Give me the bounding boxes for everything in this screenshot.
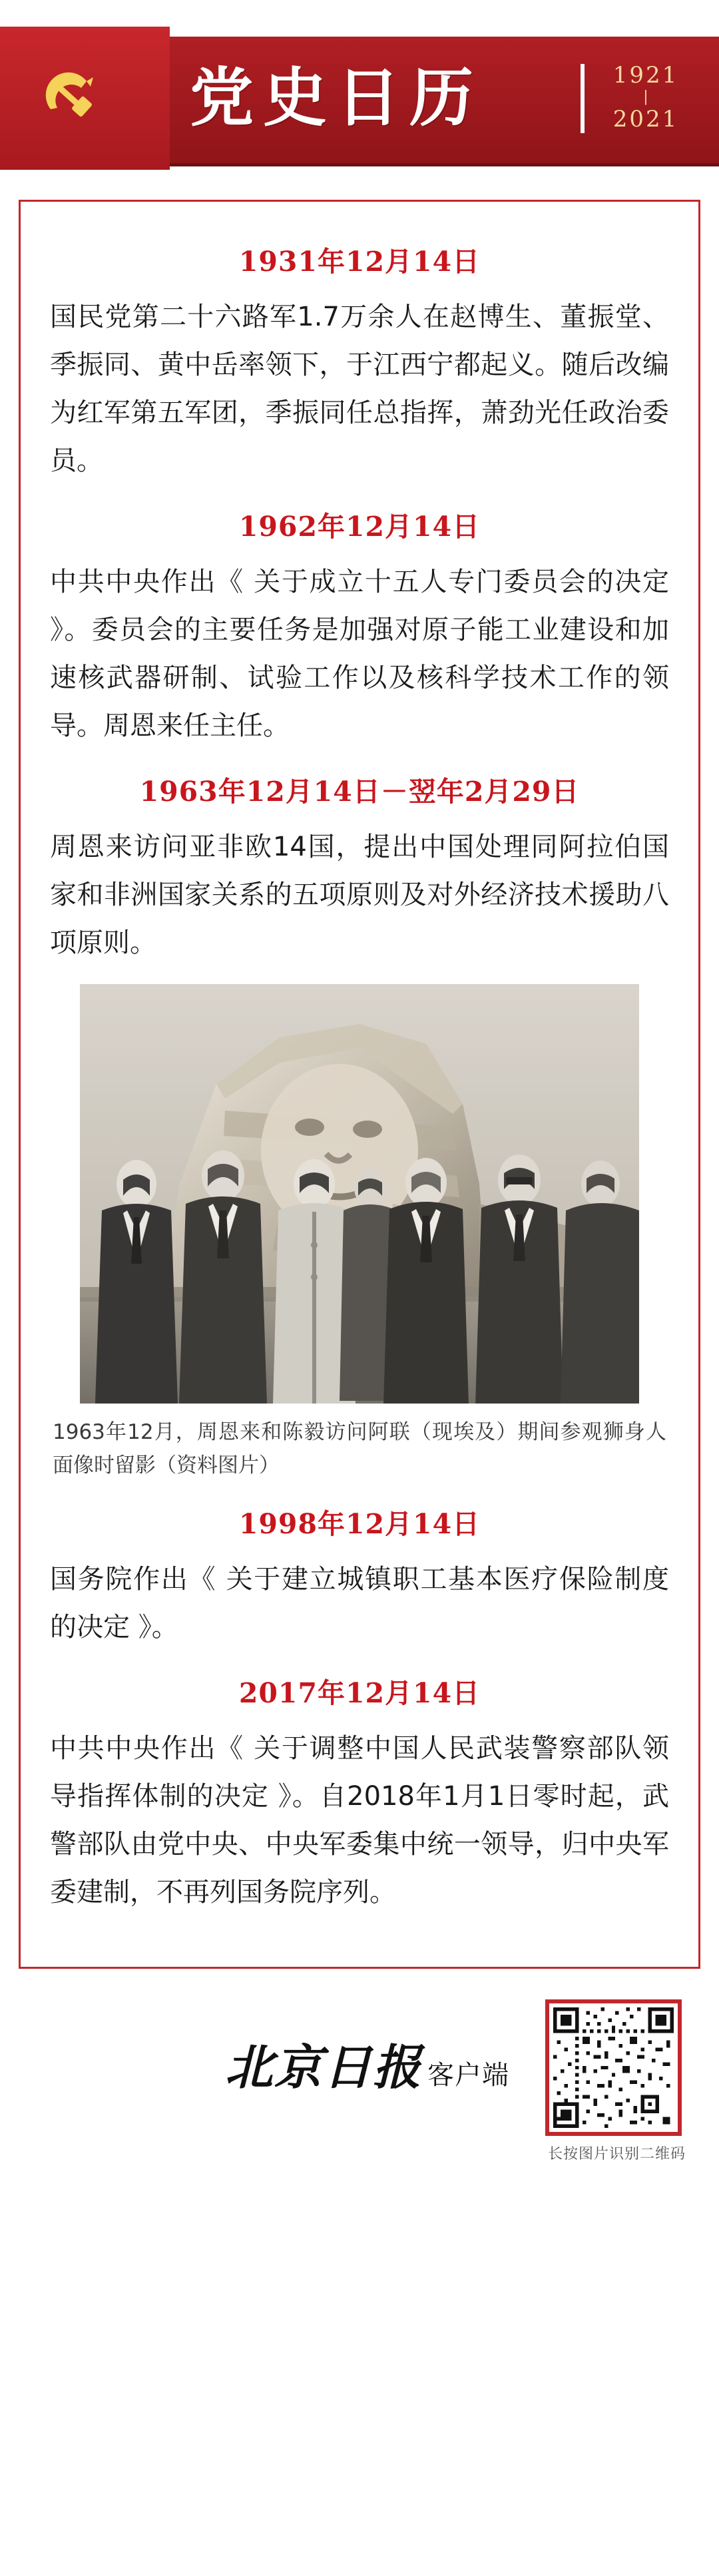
entry-2017 — [50, 1673, 669, 1916]
entry-1931 — [50, 241, 669, 485]
page-header — [0, 0, 719, 200]
entry-date: 2017年12月14日 — [238, 1677, 481, 1709]
publisher-app-label: 客户端 — [427, 2060, 510, 2091]
entry-1963 — [50, 771, 669, 1482]
page-title: 党史日历 — [190, 60, 483, 135]
photo-block — [50, 984, 669, 1482]
entry-date: 1931年12月14日 — [238, 246, 481, 278]
header-year-range — [602, 61, 689, 133]
entry-date: 1998年12月14日 — [238, 1508, 481, 1540]
entry-1962 — [50, 506, 669, 750]
publisher-name: 北京日报 — [225, 2039, 423, 2095]
entry-text: 中共中央作出《 关于调整中国人民武装警察部队领导指挥体制的决定 》。自2018年1月1日零时起，武警部队由党中央、中央军委集中统一领导，归中央军委建制，不再列国务院序列。 — [50, 1733, 669, 1908]
entry-1998 — [50, 1503, 669, 1651]
frame-top-rule — [19, 200, 700, 202]
year-end: 2021 — [612, 106, 679, 132]
entry-date: 1963年12月14日－翌年2月29日 — [139, 776, 580, 808]
entry-text: 中共中央作出《 关于成立十五人专门委员会的决定 》。委员会的主要任务是加强对原子能工业建设和加速核武器研制、试验工作以及核科学技术工作的领导。周恩来任主任。 — [50, 567, 669, 741]
year-start: 1921 — [612, 62, 679, 89]
year-dash: | — [643, 89, 648, 105]
qr-block — [545, 1999, 688, 2163]
entry-text: 国民党第二十六路军1.7万余人在赵博生、董振堂、季振同、黄中岳率领下，于江西宁都起义。随后改编为红军第五军团，季振同任总指挥，萧劲光任政治委员。 — [50, 302, 669, 476]
entry-text: 国务院作出《 关于建立城镇职工基本医疗保险制度的决定 》。 — [50, 1564, 669, 1643]
entry-text: 周恩来访问亚非欧14国，提出中国处理同阿拉伯国家和非洲国家关系的五项原则及对外经济技术援助八项原则。 — [50, 832, 669, 958]
content-frame — [19, 200, 700, 1969]
hammer-and-sickle-icon — [35, 61, 107, 133]
qr-caption: 长按图片识别二维码 — [547, 2145, 686, 2162]
publisher-logo — [225, 2029, 509, 2098]
page-footer — [19, 1969, 700, 2169]
qr-code-icon[interactable] — [545, 1999, 682, 2136]
photo-caption: 1963年12月，周恩来和陈毅访问阿联（现埃及）期间参观狮身人面像时留影（资料图片） — [53, 1420, 666, 1477]
header-divider — [581, 64, 585, 133]
sphinx-group-photo — [80, 984, 639, 1404]
entry-date: 1962年12月14日 — [238, 511, 481, 543]
